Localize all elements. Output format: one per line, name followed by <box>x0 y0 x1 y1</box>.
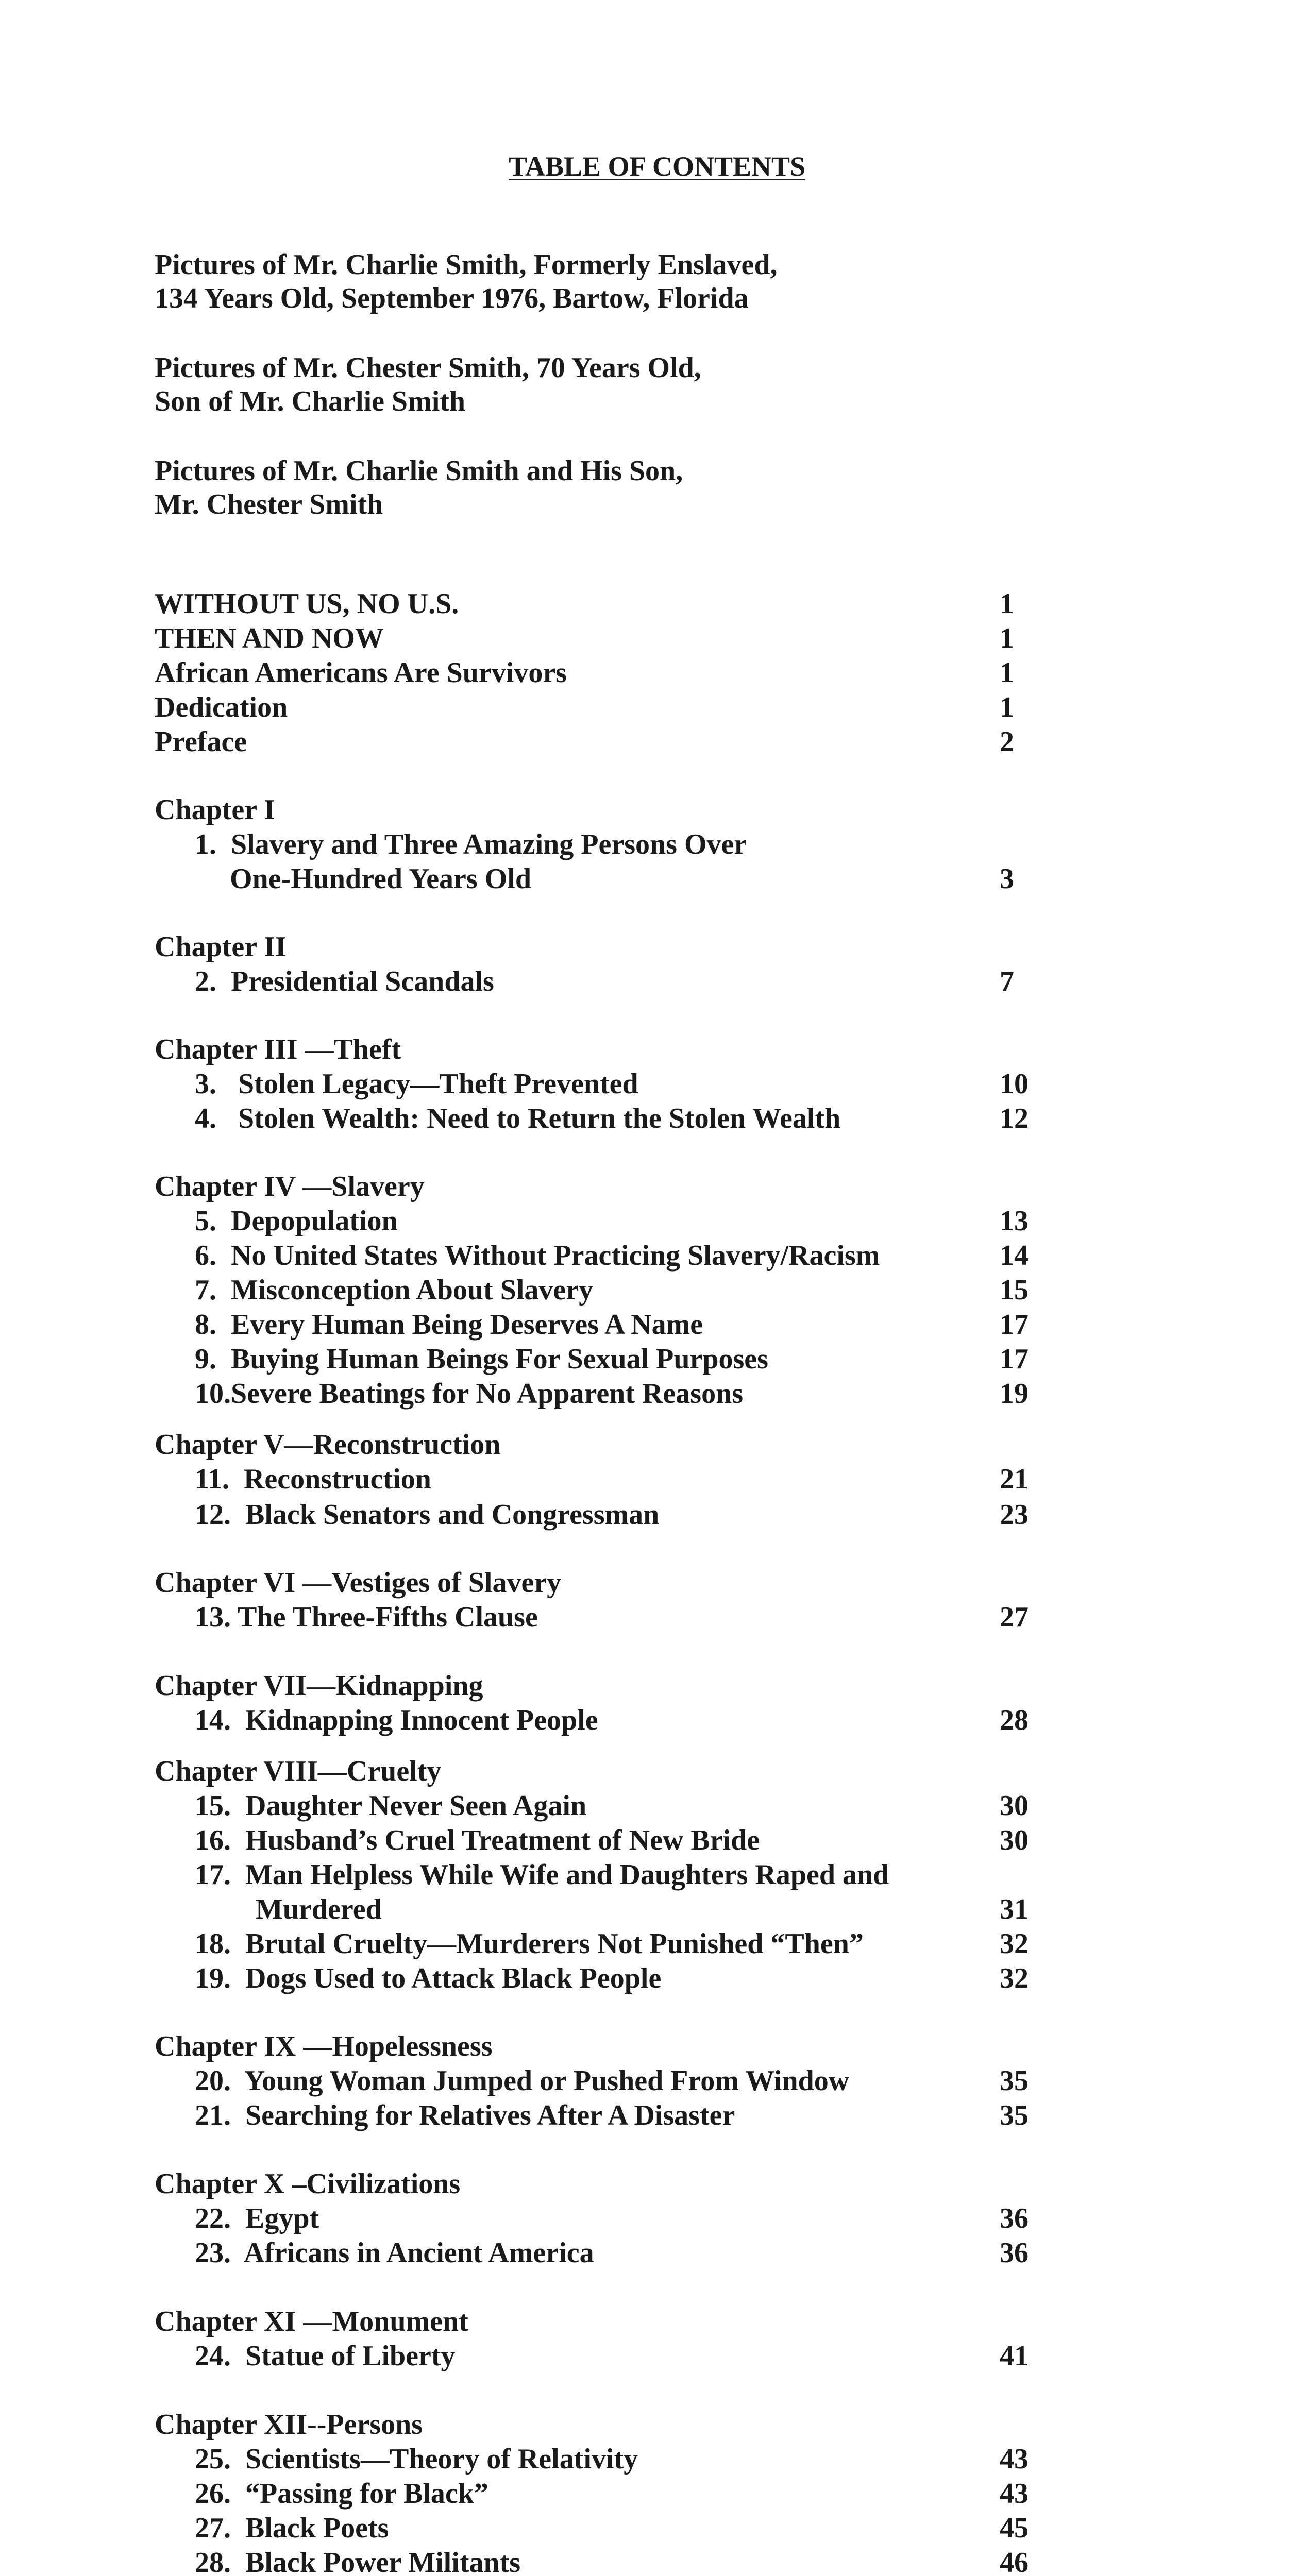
toc-entry-page: 35 <box>1000 2099 1029 2131</box>
chapter-heading: Chapter IX —Hopelessness <box>155 2030 493 2062</box>
chapter-heading: Chapter V—Reconstruction <box>155 1429 501 1461</box>
chapter-heading: Chapter III —Theft <box>155 1033 401 1065</box>
toc-entry-page: 13 <box>1000 1205 1029 1237</box>
toc-entry-title: 21. Searching for Relatives After A Disaster <box>195 2099 735 2131</box>
toc-entry-title: 5. Depopulation <box>195 1205 398 1237</box>
toc-entry-preface-label: Preface <box>155 726 247 758</box>
toc-entry-title: 15. Daughter Never Seen Again <box>195 1790 587 1822</box>
toc-entry-title: 4. Stolen Wealth: Need to Return the Stolen Wealth <box>195 1103 841 1134</box>
toc-entry-title: 26. “Passing for Black” <box>195 2478 488 2510</box>
toc-entry-page: 12 <box>1000 1103 1029 1134</box>
toc-entry-page: 3 <box>1000 863 1014 895</box>
toc-entry-page: 28 <box>1000 1704 1029 1736</box>
toc-entry-page: 43 <box>1000 2478 1029 2510</box>
toc-entry-page: 14 <box>1000 1240 1029 1272</box>
toc-entry-title: 28. Black Power Militants <box>195 2547 521 2576</box>
toc-entry-title: 18. Brutal Cruelty—Murderers Not Punished “Then” <box>195 1928 864 1960</box>
toc-entry-title: 6. No United States Without Practicing Slavery/Racism <box>195 1240 880 1272</box>
toc-entry-title: 24. Statue of Liberty <box>195 2340 456 2372</box>
toc-entry-without-us-page: 1 <box>1000 588 1014 620</box>
toc-entry-title: 20. Young Woman Jumped or Pushed From Window <box>195 2065 850 2097</box>
toc-entry-page: 32 <box>1000 1962 1029 1994</box>
toc-entry-title: 10.Severe Beatings for No Apparent Reasons <box>195 1378 743 1410</box>
toc-entry-page: 7 <box>1000 965 1014 997</box>
chapter-heading: Chapter I <box>155 794 275 826</box>
toc-entry-page: 36 <box>1000 2237 1029 2269</box>
toc-entry-page: 19 <box>1000 1378 1029 1410</box>
toc-entry-title: 17. Man Helpless While Wife and Daughters Raped and <box>195 1859 889 1891</box>
toc-entry-title: 8. Every Human Being Deserves A Name <box>195 1309 703 1341</box>
toc-entry-page: 21 <box>1000 1463 1029 1495</box>
toc-entry-without-us-label: WITHOUT US, NO U.S. <box>155 588 459 620</box>
toc-entry-preface-page: 2 <box>1000 726 1014 758</box>
toc-entry-page: 30 <box>1000 1824 1029 1856</box>
toc-entry-title-continued: One-Hundred Years Old <box>230 863 531 895</box>
toc-entry-page: 23 <box>1000 1499 1029 1531</box>
toc-entry-dedication-page: 1 <box>1000 691 1014 723</box>
toc-entry-page: 27 <box>1000 1601 1029 1633</box>
chapter-heading: Chapter VIII—Cruelty <box>155 1755 442 1787</box>
toc-entry-page: 30 <box>1000 1790 1029 1822</box>
toc-entry-title: 12. Black Senators and Congressman <box>195 1499 660 1531</box>
pictures-entry-2-line-1: Pictures of Mr. Chester Smith, 70 Years Old, <box>155 352 701 384</box>
toc-entry-title: 22. Egypt <box>195 2202 319 2234</box>
toc-entry-page: 17 <box>1000 1309 1029 1341</box>
chapter-heading: Chapter VII—Kidnapping <box>155 1670 483 1702</box>
toc-entry-title: 1. Slavery and Three Amazing Persons Over <box>195 828 747 860</box>
toc-entry-title: 16. Husband’s Cruel Treatment of New Bride <box>195 1824 760 1856</box>
toc-entry-title: 13. The Three-Fifths Clause <box>195 1601 538 1633</box>
toc-entry-title: 9. Buying Human Beings For Sexual Purposes <box>195 1343 768 1375</box>
chapter-heading: Chapter X –Civilizations <box>155 2168 461 2200</box>
pictures-entry-3-line-1: Pictures of Mr. Charlie Smith and His Son, <box>155 455 683 487</box>
toc-entry-page: 43 <box>1000 2443 1029 2475</box>
toc-entry-title: 14. Kidnapping Innocent People <box>195 1704 598 1736</box>
page-title: TABLE OF CONTENTS <box>508 151 806 182</box>
toc-entry-survivors-label: African Americans Are Survivors <box>155 657 567 689</box>
toc-entry-title: 27. Black Poets <box>195 2512 389 2544</box>
toc-entry-page: 15 <box>1000 1274 1029 1306</box>
toc-entry-title: 11. Reconstruction <box>195 1463 431 1495</box>
toc-entry-title: 23. Africans in Ancient America <box>195 2237 594 2269</box>
chapter-heading: Chapter IV —Slavery <box>155 1171 425 1202</box>
chapter-heading: Chapter II <box>155 931 287 963</box>
toc-entry-page: 32 <box>1000 1928 1029 1960</box>
toc-entry-survivors-page: 1 <box>1000 657 1014 689</box>
toc-entry-page: 17 <box>1000 1343 1029 1375</box>
toc-entry-page: 35 <box>1000 2065 1029 2097</box>
toc-entry-title-continued: Murdered <box>256 1893 382 1925</box>
toc-entry-dedication-label: Dedication <box>155 691 288 723</box>
toc-entry-then-and-now-page: 1 <box>1000 622 1014 654</box>
pictures-entry-3-line-2: Mr. Chester Smith <box>155 488 383 520</box>
toc-entry-title: 7. Misconception About Slavery <box>195 1274 594 1306</box>
pictures-entry-2-line-2: Son of Mr. Charlie Smith <box>155 385 466 417</box>
chapter-heading: Chapter XII--Persons <box>155 2409 423 2441</box>
toc-entry-title: 19. Dogs Used to Attack Black People <box>195 1962 662 1994</box>
pictures-entry-1-line-2: 134 Years Old, September 1976, Bartow, Florida <box>155 282 749 314</box>
toc-entry-title: 25. Scientists—Theory of Relativity <box>195 2443 638 2475</box>
toc-entry-page: 36 <box>1000 2202 1029 2234</box>
chapter-heading: Chapter XI —Monument <box>155 2306 468 2337</box>
toc-entry-page: 45 <box>1000 2512 1029 2544</box>
chapter-heading: Chapter VI —Vestiges of Slavery <box>155 1567 562 1599</box>
toc-entry-then-and-now-label: THEN AND NOW <box>155 622 384 654</box>
toc-entry-page: 46 <box>1000 2547 1029 2576</box>
toc-entry-page: 41 <box>1000 2340 1029 2372</box>
toc-entry-page: 10 <box>1000 1068 1029 1100</box>
toc-entry-page: 31 <box>1000 1893 1029 1925</box>
toc-entry-title: 2. Presidential Scandals <box>195 965 494 997</box>
toc-entry-title: 3. Stolen Legacy—Theft Prevented <box>195 1068 638 1100</box>
pictures-entry-1-line-1: Pictures of Mr. Charlie Smith, Formerly Enslaved, <box>155 249 778 281</box>
